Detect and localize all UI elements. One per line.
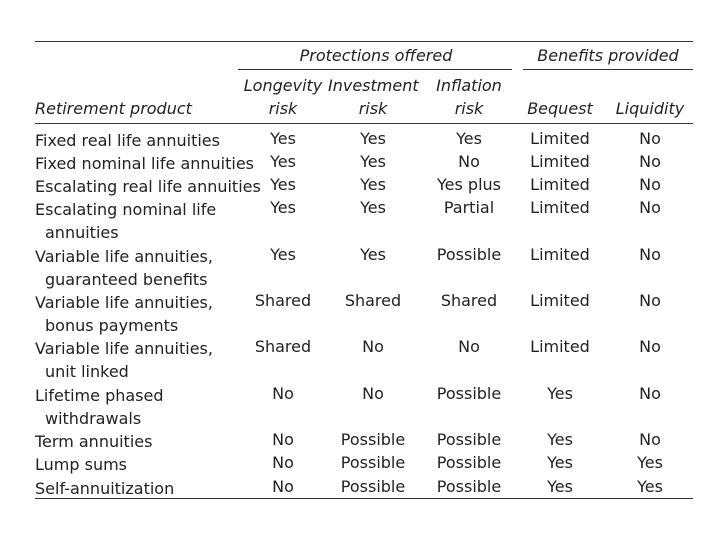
bequest-cell: Limited <box>530 129 590 148</box>
longevity-cell: No <box>272 384 294 403</box>
longevity-cell: Yes <box>270 175 296 194</box>
product-name-continuation: guaranteed benefits <box>45 270 208 289</box>
product-name <box>35 245 213 291</box>
inflation-cell: Possible <box>436 453 502 472</box>
product-name-line: Term annuities <box>35 432 153 451</box>
inflation-cell: No <box>458 152 480 171</box>
liquidity-cell: Yes <box>637 477 663 496</box>
column-header-inflation-line2: risk <box>454 99 484 118</box>
investment-cell: Yes <box>360 245 386 264</box>
product-name <box>35 129 220 152</box>
investment-cell: Yes <box>360 198 386 217</box>
product-name <box>35 384 164 430</box>
product-name <box>35 291 213 337</box>
product-name-continuation: unit linked <box>45 362 129 381</box>
inflation-cell: Partial <box>443 198 495 217</box>
longevity-cell: Yes <box>270 198 296 217</box>
column-header-longevity-line1: Longevity <box>243 76 323 95</box>
inflation-cell: Possible <box>436 430 502 449</box>
column-header-inflation-line1: Inflation <box>436 76 502 95</box>
liquidity-cell: No <box>639 198 661 217</box>
bottom-rule <box>35 498 693 499</box>
investment-cell: Possible <box>340 477 406 496</box>
column-header-investment-line1: Investment <box>328 76 419 95</box>
product-name-continuation: withdrawals <box>45 409 142 428</box>
product-name-line: Variable life annuities, <box>35 293 213 312</box>
inflation-cell: Yes plus <box>437 175 501 194</box>
inflation-cell: No <box>458 337 480 356</box>
product-name-continuation: bonus payments <box>45 316 179 335</box>
longevity-cell: Yes <box>270 129 296 148</box>
liquidity-cell: No <box>639 291 661 310</box>
liquidity-cell: No <box>639 384 661 403</box>
product-name-line: Fixed real life annuities <box>35 131 220 150</box>
inflation-cell: Possible <box>436 477 502 496</box>
product-name-line: Variable life annuities, <box>35 339 213 358</box>
product-name-continuation: annuities <box>45 223 119 242</box>
liquidity-cell: No <box>639 245 661 264</box>
investment-cell: No <box>362 337 384 356</box>
bequest-cell: Limited <box>530 175 590 194</box>
product-name <box>35 453 127 476</box>
investment-cell: Shared <box>344 291 402 310</box>
bequest-cell: Limited <box>530 245 590 264</box>
product-name-line: Lump sums <box>35 455 127 474</box>
product-name <box>35 152 254 175</box>
product-name-line: Escalating nominal life <box>35 200 217 219</box>
header-rule <box>35 123 693 124</box>
column-header-longevity-line2: risk <box>268 99 298 118</box>
protections-rule <box>238 69 512 70</box>
investment-cell: Yes <box>360 175 386 194</box>
bequest-cell: Limited <box>530 291 590 310</box>
longevity-cell: No <box>272 453 294 472</box>
investment-cell: Possible <box>340 430 406 449</box>
investment-cell: Possible <box>340 453 406 472</box>
product-name-line: Self-annuitization <box>35 479 175 498</box>
inflation-cell: Possible <box>436 384 502 403</box>
bequest-cell: Yes <box>547 477 573 496</box>
product-name-line: Escalating real life annuities <box>35 177 261 196</box>
investment-cell: Yes <box>360 129 386 148</box>
liquidity-cell: Yes <box>637 453 663 472</box>
product-name-line: Lifetime phased <box>35 386 164 405</box>
benefits-rule <box>523 69 693 70</box>
product-name <box>35 430 152 453</box>
liquidity-cell: No <box>639 337 661 356</box>
bequest-cell: Yes <box>547 430 573 449</box>
group-header-benefits: Benefits provided <box>537 46 679 65</box>
inflation-cell: Shared <box>440 291 498 310</box>
column-header-investment-line2: risk <box>358 99 388 118</box>
product-name <box>35 337 213 383</box>
product-name <box>35 477 174 500</box>
bequest-cell: Limited <box>530 198 590 217</box>
product-name-line: Variable life annuities, <box>35 247 213 266</box>
inflation-cell: Yes <box>456 129 482 148</box>
inflation-cell: Possible <box>436 245 502 264</box>
bequest-cell: Limited <box>530 337 590 356</box>
product-name <box>35 175 261 198</box>
liquidity-cell: No <box>639 175 661 194</box>
liquidity-cell: No <box>639 430 661 449</box>
liquidity-cell: No <box>639 129 661 148</box>
bequest-cell: Yes <box>547 384 573 403</box>
longevity-cell: Shared <box>254 337 312 356</box>
longevity-cell: Shared <box>254 291 312 310</box>
column-header-liquidity: Liquidity <box>615 99 685 118</box>
longevity-cell: No <box>272 430 294 449</box>
longevity-cell: Yes <box>270 245 296 264</box>
product-name <box>35 198 216 244</box>
product-name-line: Fixed nominal life annuities <box>35 154 255 173</box>
investment-cell: Yes <box>360 152 386 171</box>
longevity-cell: Yes <box>270 152 296 171</box>
bequest-cell: Yes <box>547 453 573 472</box>
longevity-cell: No <box>272 477 294 496</box>
group-header-protections: Protections offered <box>299 46 453 65</box>
bequest-cell: Limited <box>530 152 590 171</box>
top-rule <box>35 41 693 42</box>
liquidity-cell: No <box>639 152 661 171</box>
investment-cell: No <box>362 384 384 403</box>
column-header-bequest: Bequest <box>527 99 593 118</box>
column-header-product: Retirement product <box>35 99 192 118</box>
